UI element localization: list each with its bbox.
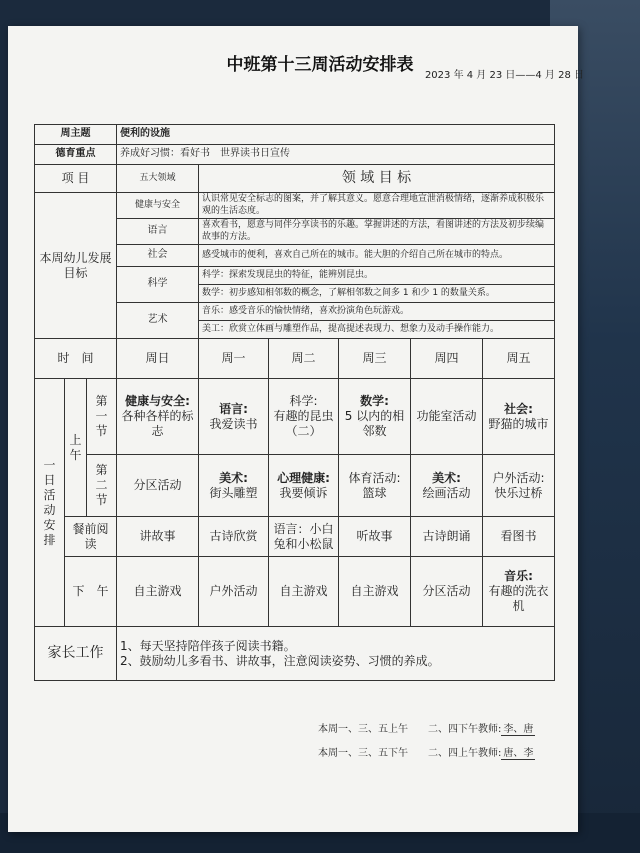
reading-label: 餐前阅读: [65, 517, 117, 557]
habit-label: 德育重点: [35, 145, 117, 165]
reading-tue: 语言：小白兔和小松鼠: [269, 517, 339, 557]
domain-social: 社会: [117, 245, 199, 267]
pm-tue: 自主游戏: [269, 557, 339, 627]
goal-social: 感受城市的便利，喜欢自己所在的城市。能大胆的介绍自己所在城市的特点。: [199, 245, 555, 267]
item-header: 项 目: [35, 165, 117, 193]
goal-science: 科学：探索发现昆虫的特征，能辨别昆虫。: [199, 267, 555, 285]
teacher-line-1: 本周一、三、五上午 二、四下午教师: 李、唐: [318, 724, 534, 735]
day-wed: 周三: [339, 339, 411, 379]
parents-label: 家长工作: [35, 627, 117, 681]
pm-thu: 分区活动: [411, 557, 483, 627]
domain-health: 健康与安全: [117, 193, 199, 219]
domain-art: 艺术: [117, 303, 199, 339]
theme-value: 便利的设施: [117, 125, 555, 145]
pm-wed: 自主游戏: [339, 557, 411, 627]
r1-tue: 科学: 有趣的昆虫（二）: [269, 379, 339, 455]
habit-value: 养成好习惯：看好书 世界读书日宣传: [117, 145, 555, 165]
day-sun: 周日: [117, 339, 199, 379]
theme-label: 周主题: [35, 125, 117, 145]
goal-crafts: 美工：欣赏立体画与雕塑作品，提高提述表现力、想象力及动手操作能力。: [199, 321, 555, 339]
goals-label: 本周幼儿发展目标: [35, 193, 117, 339]
period-2: 第二节: [87, 455, 117, 517]
afternoon-label: 下 午: [65, 557, 117, 627]
r2-tue: 心理健康: 我要倾诉: [269, 455, 339, 517]
pm-fri: 音乐: 有趣的洗衣机: [483, 557, 555, 627]
domain-science: 科学: [117, 267, 199, 303]
sheet-title: 中班第十三周活动安排表: [226, 55, 414, 75]
goal-music: 音乐：感受音乐的愉快情绪，喜欢扮演角色玩游戏。: [199, 303, 555, 321]
r1-mon: 语言: 我爱读书: [199, 379, 269, 455]
goal-math: 数学：初步感知相邻数的概念，了解相邻数之间多 1 和少 1 的数量关系。: [199, 285, 555, 303]
morning-label: 上午: [65, 379, 87, 517]
areas-header: 五大领域: [117, 165, 199, 193]
r2-mon: 美术: 街头雕塑: [199, 455, 269, 517]
date-range: 2023 年 4 月 23 日——4 月 28 日: [424, 70, 584, 81]
goal-health: 认识常见安全标志的图案，并了解其意义。愿意合理地宣泄消极情绪，逐渐养成积极乐观的生活态度。: [199, 193, 555, 219]
day-thu: 周四: [411, 339, 483, 379]
r1-fri: 社会: 野猫的城市: [483, 379, 555, 455]
r1-wed: 数学: 5 以内的相邻数: [339, 379, 411, 455]
plan-table: [34, 124, 555, 681]
reading-mon: 古诗欣赏: [199, 517, 269, 557]
domain-language: 语言: [117, 219, 199, 245]
r1-thu: 功能室活动: [411, 379, 483, 455]
reading-thu: 古诗朗诵: [411, 517, 483, 557]
day-tue: 周二: [269, 339, 339, 379]
time-label: 时 间: [35, 339, 117, 379]
reading-wed: 听故事: [339, 517, 411, 557]
goals-header: 领 域 目 标: [199, 165, 555, 193]
r2-fri: 户外活动: 快乐过桥: [483, 455, 555, 517]
reading-fri: 看图书: [483, 517, 555, 557]
goal-language: 喜欢看书，愿意与同伴分享读书的乐趣。掌握讲述的方法，看图讲述的方法及初步续编故事的方法。: [199, 219, 555, 245]
parents-work: 1、每天坚持陪伴孩子阅读书籍。 2、鼓励幼儿多看书、讲故事，注意阅读姿势、习惯的养成。: [117, 627, 555, 681]
period-1: 第一节: [87, 379, 117, 455]
day-mon: 周一: [199, 339, 269, 379]
day-activity-label: 一日活动安排: [35, 379, 65, 627]
r2-wed: 体育活动: 篮球: [339, 455, 411, 517]
r1-sun: 健康与安全: 各种各样的标志: [117, 379, 199, 455]
r2-sun: 分区活动: [117, 455, 199, 517]
reading-sun: 讲故事: [117, 517, 199, 557]
pm-sun: 自主游戏: [117, 557, 199, 627]
day-fri: 周五: [483, 339, 555, 379]
pm-mon: 户外活动: [199, 557, 269, 627]
teacher-line-2: 本周一、三、五下午 二、四上午教师: 唐、李: [318, 748, 534, 759]
r2-thu: 美术: 绘画活动: [411, 455, 483, 517]
